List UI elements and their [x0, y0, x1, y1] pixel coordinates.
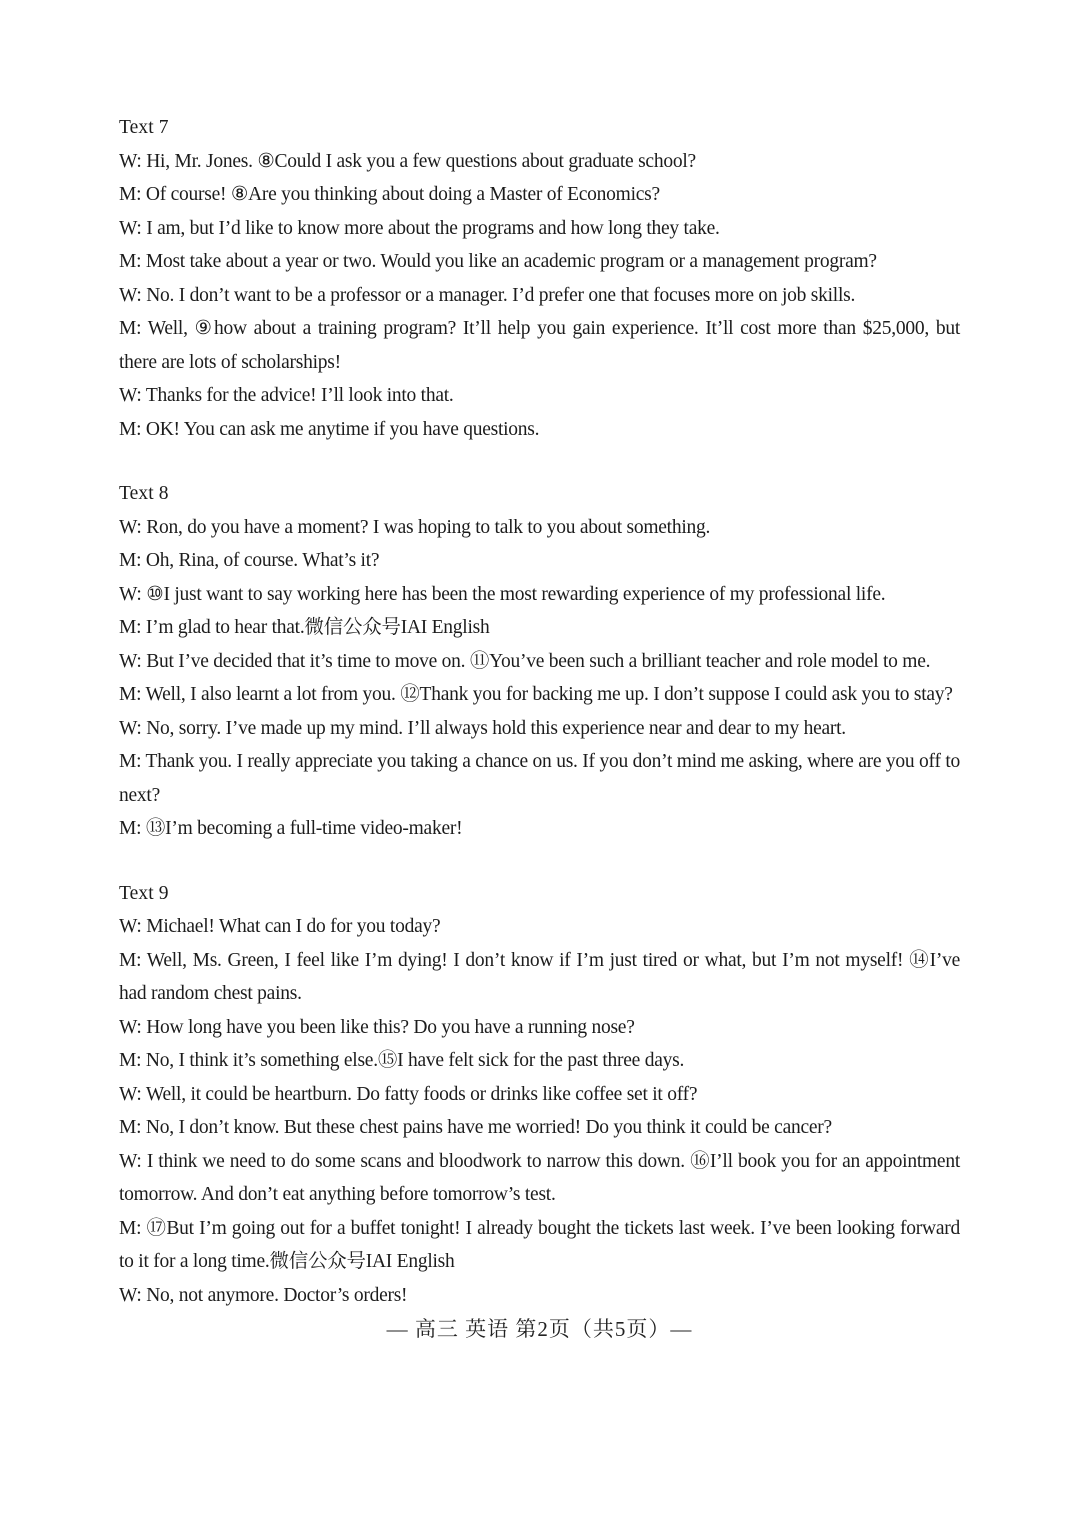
section-text-8 [119, 477, 960, 846]
dialogue-line: W: But I’ve decided that it’s time to move on. ⑪You’ve been such a brilliant teacher and role model to me. [119, 650, 931, 672]
page-content [119, 111, 960, 1347]
dialogue-line: W: Ron, do you have a moment? I was hoping to talk to you about something. [119, 516, 711, 538]
dialogue-line: M: Thank you. I really appreciate you taking a chance on us. If you don’t mind me asking, where are you off to next? [119, 751, 960, 806]
dialogue-line: M: Well, Ms. Green, I feel like I’m dying! I don’t know if I’m just tired or what, but I’m not myself! ⑭I’ve had random chest pains. [119, 949, 960, 1004]
section-text-9 [119, 877, 960, 1313]
dialogue-line: W: I think we need to do some scans and bloodwork to narrow this down. ⑯I’ll book you for an appointment tomorrow. And don’t eat anything before tomorrow’s test. [119, 1150, 960, 1205]
dialogue-line: M: No, I think it’s something else.⑮I have felt sick for the past three days. [119, 1050, 685, 1071]
dialogue-line: W: How long have you been like this? Do you have a running nose? [119, 1016, 635, 1038]
dialogue-line: M: I’m glad to hear that.微信公众号IAI English [119, 617, 490, 638]
section-title: Text 9 [119, 882, 169, 904]
dialogue-line: M: Well, I also learnt a lot from you. ⑫Thank you for backing me up. I don’t suppose I could ask you to stay? [119, 684, 953, 705]
dialogue-line: M: ⑰But I’m going out for a buffet tonight! I already bought the tickets last week. I’ve been looking forward to it for a long time.微信公众号IAI English [119, 1217, 960, 1272]
dialogue-line: M: No, I don’t know. But these chest pains have me worried! Do you think it could be cancer? [119, 1117, 832, 1138]
section-text-7 [119, 111, 960, 446]
dialogue-line: W: I am, but I’d like to know more about the programs and how long they take. [119, 217, 720, 239]
page-footer: — 高三 英语 第2页（共5页）— [386, 1317, 693, 1341]
section-title: Text 8 [119, 483, 169, 504]
dialogue-line: M: ⑬I’m becoming a full-time video-maker! [119, 818, 463, 839]
dialogue-line: M: Well, ⑨how about a training program? It’ll help you gain experience. It’ll cost more than $25,000, but there are lots of scholarships! [119, 318, 960, 373]
dialogue-line: M: Of course! ⑧Are you thinking about doing a Master of Economics? [119, 184, 660, 205]
dialogue-line: W: No, sorry. I’ve made up my mind. I’ll always hold this experience near and dear to my heart. [119, 717, 846, 739]
dialogue-line: W: Michael! What can I do for you today? [119, 916, 441, 937]
dialogue-line: M: Oh, Rina, of course. What’s it? [119, 550, 380, 571]
dialogue-line: W: Well, it could be heartburn. Do fatty foods or drinks like coffee set it off? [119, 1083, 698, 1105]
dialogue-line: M: Most take about a year or two. Would you like an academic program or a management program? [119, 251, 877, 272]
dialogue-line: M: OK! You can ask me anytime if you have questions. [119, 418, 540, 440]
dialogue-line: W: No, not anymore. Doctor’s orders! [119, 1284, 408, 1306]
dialogue-line: W: No. I don’t want to be a professor or a manager. I’d prefer one that focuses more on job skills. [119, 284, 856, 306]
dialogue-line: W: Thanks for the advice! I’ll look into that. [119, 385, 454, 406]
section-title: Text 7 [119, 117, 169, 138]
dialogue-line: W: ⑩I just want to say working here has been the most rewarding experience of my professional life. [119, 583, 886, 605]
dialogue-line: W: Hi, Mr. Jones. ⑧Could I ask you a few questions about graduate school? [119, 150, 696, 172]
